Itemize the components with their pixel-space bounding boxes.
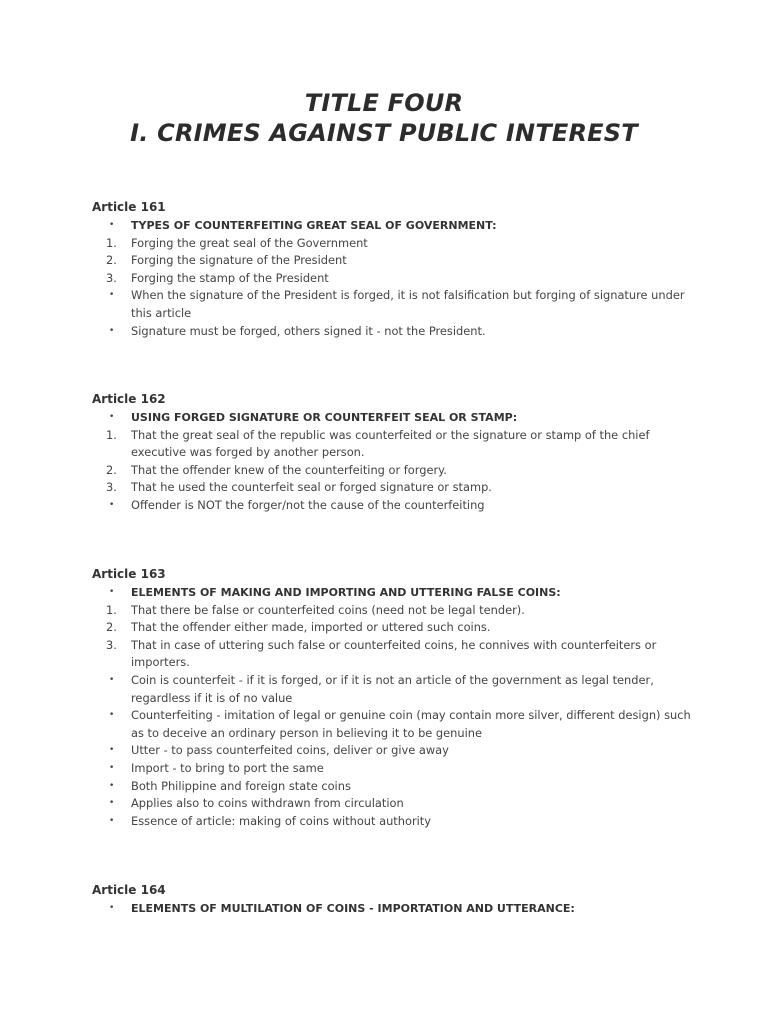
- list-number: 2.: [106, 620, 117, 635]
- list-item-text: When the signature of the President is forged, it is not falsification but forging of signature under this article: [131, 288, 685, 320]
- article-section-163: [92, 566, 692, 830]
- bullet-marker: •: [109, 745, 115, 756]
- list-item-text: ELEMENTS OF MULTILATION OF COINS - IMPORTATION AND UTTERANCE:: [131, 902, 575, 915]
- article-heading: Article 164: [92, 883, 166, 897]
- list-item-text: Essence of article: making of coins without authority: [131, 813, 431, 828]
- bullet-marker: •: [109, 903, 115, 913]
- list-item: [92, 742, 692, 760]
- article-section-164: [92, 882, 692, 918]
- list-item: [92, 427, 692, 462]
- bullet-marker: •: [109, 798, 115, 809]
- article-heading: Article 162: [92, 392, 166, 406]
- list-number: 1.: [106, 602, 117, 617]
- list-item-text: That in case of uttering such false or counterfeited coins, he connives with counterfeiters or importers.: [131, 637, 657, 670]
- list-item: [92, 479, 692, 497]
- article-item-list: [92, 217, 692, 340]
- article-item-list: [92, 900, 692, 918]
- list-number: 2.: [106, 462, 117, 477]
- article-heading: Article 161: [92, 200, 166, 214]
- list-item-text: Import - to bring to port the same: [131, 760, 324, 775]
- list-item: [92, 287, 692, 322]
- list-item: [92, 252, 692, 270]
- list-item-text: Signature must be forged, others signed it - not the President.: [131, 323, 486, 338]
- list-item-text: ELEMENTS OF MAKING AND IMPORTING AND UTTERING FALSE COINS:: [131, 586, 561, 599]
- bullet-marker: •: [109, 412, 115, 422]
- list-item-text: Forging the stamp of the President: [131, 270, 329, 285]
- document-title: TITLE FOUR: [304, 89, 464, 117]
- bullet-marker: •: [109, 674, 115, 685]
- list-item-text: That the offender knew of the counterfeiting or forgery.: [131, 462, 447, 477]
- list-item-text: Forging the great seal of the Government: [131, 235, 368, 250]
- list-item-heading: [92, 900, 692, 918]
- list-number: 2.: [106, 253, 117, 268]
- list-item-heading: [92, 584, 692, 602]
- list-item-text: That there be false or counterfeited coins (need not be legal tender).: [131, 602, 525, 617]
- document-subtitle: I. CRIMES AGAINST PUBLIC INTEREST: [130, 119, 638, 147]
- list-item: [92, 323, 692, 341]
- list-item: [92, 637, 692, 672]
- list-item-text: That the great seal of the republic was counterfeited or the signature or stamp of the chief executive was forged by another person.: [131, 427, 650, 460]
- list-item-text: That he used the counterfeit seal or forged signature or stamp.: [131, 480, 492, 495]
- list-item: [92, 602, 692, 620]
- bullet-marker: •: [109, 815, 115, 826]
- article-item-list: [92, 584, 692, 830]
- list-item-text: Both Philippine and foreign state coins: [131, 778, 351, 793]
- article-item-list: [92, 409, 692, 515]
- list-item: [92, 619, 692, 637]
- article-section-161: [92, 199, 692, 340]
- article-section-162: [92, 391, 692, 515]
- list-number: 3.: [106, 270, 117, 285]
- list-item-heading: [92, 409, 692, 427]
- list-item-text: USING FORGED SIGNATURE OR COUNTERFEIT SEAL OR STAMP:: [131, 411, 518, 424]
- list-item: [92, 235, 692, 253]
- list-item-text: Applies also to coins withdrawn from circulation: [131, 796, 404, 811]
- list-item: [92, 778, 692, 796]
- list-item: [92, 462, 692, 480]
- list-item-text: Coin is counterfeit - if it is forged, or if it is not an article of the government as legal tender, regardless if it is of no value: [131, 672, 654, 705]
- bullet-marker: •: [109, 780, 115, 791]
- list-item-text: Offender is NOT the forger/not the cause of the counterfeiting: [131, 497, 485, 512]
- list-number: 3.: [106, 480, 117, 495]
- article-heading: Article 163: [92, 567, 166, 581]
- list-number: 3.: [106, 637, 117, 652]
- bullet-marker: •: [109, 290, 115, 301]
- list-item-heading: [92, 217, 692, 235]
- bullet-marker: •: [109, 710, 115, 721]
- list-item: [92, 672, 692, 707]
- list-item: [92, 707, 692, 742]
- bullet-marker: •: [109, 762, 115, 773]
- list-item-text: Counterfeiting - imitation of legal or genuine coin (may contain more silver, different design) such as to deceive an ordinary person in believing it to be genuine: [131, 708, 691, 740]
- list-item-text: Forging the signature of the President: [131, 253, 347, 268]
- list-item-text: That the offender either made, imported or uttered such coins.: [131, 620, 491, 635]
- list-item: [92, 270, 692, 288]
- list-item: [92, 760, 692, 778]
- bullet-marker: •: [109, 325, 115, 336]
- bullet-marker: •: [109, 587, 115, 597]
- list-number: 1.: [106, 427, 117, 442]
- list-item-text: Utter - to pass counterfeited coins, deliver or give away: [131, 743, 449, 758]
- list-item-text: TYPES OF COUNTERFEITING GREAT SEAL OF GOVERNMENT:: [131, 219, 497, 232]
- bullet-marker: •: [109, 499, 115, 510]
- list-item: [92, 795, 692, 813]
- bullet-marker: •: [109, 220, 115, 230]
- list-item: [92, 497, 692, 515]
- list-item: [92, 813, 692, 831]
- list-number: 1.: [106, 235, 117, 250]
